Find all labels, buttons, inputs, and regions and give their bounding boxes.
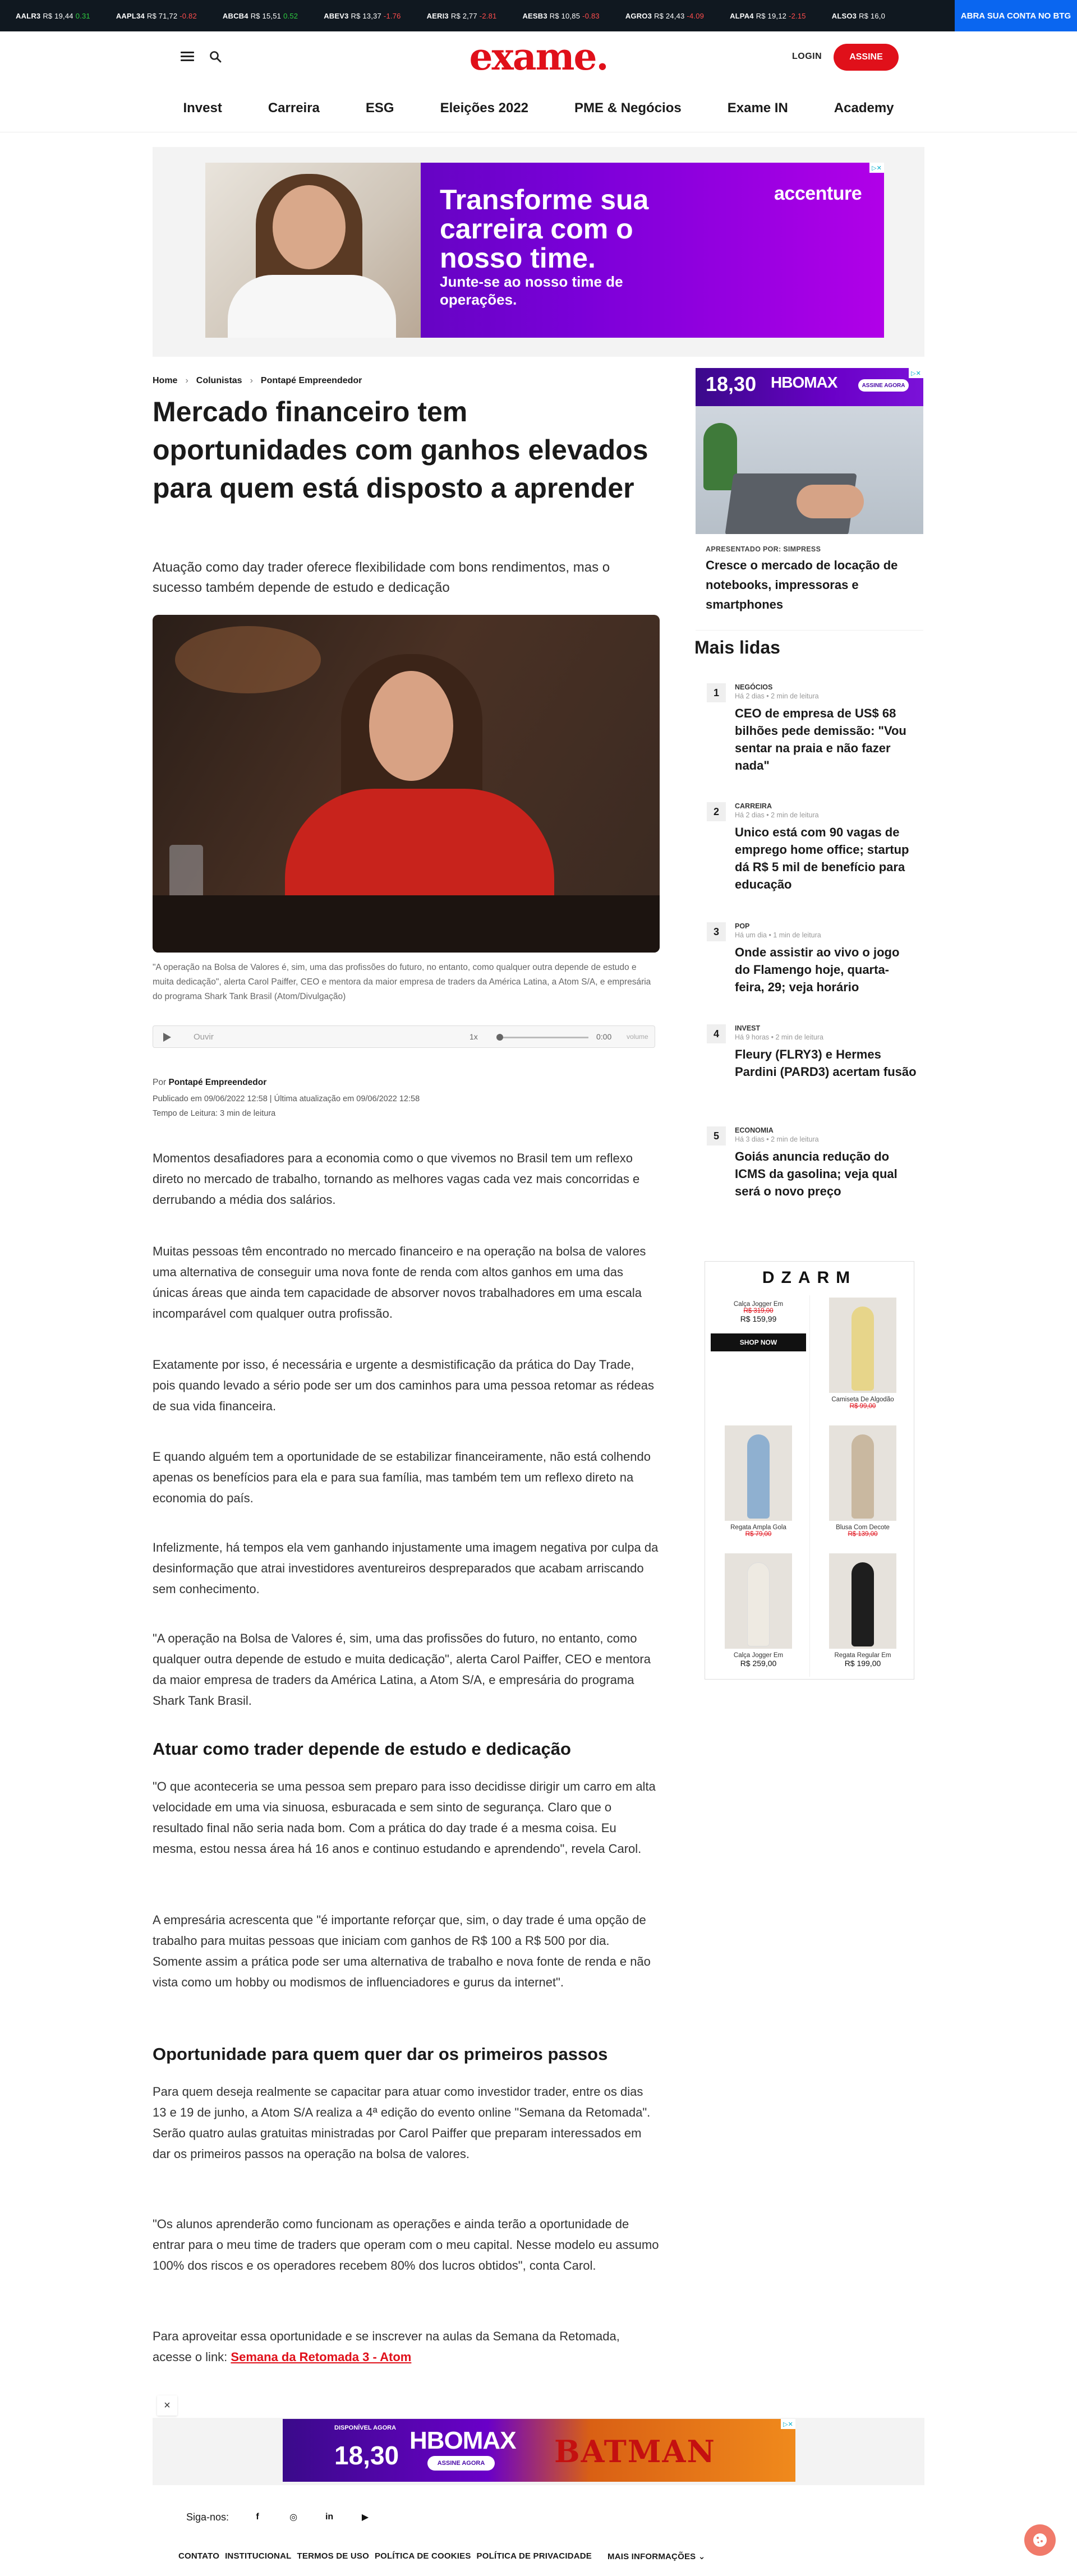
item-category: POP (735, 922, 750, 930)
audio-progress-bar[interactable] (499, 1037, 588, 1038)
paragraph-text: Para aproveitar essa oportunidade e se inscrever na aulas da Semana da Retomada, acesse o link: (153, 2329, 620, 2364)
ticker-value: R$ 19,12 (756, 11, 787, 20)
ad-cta[interactable]: ASSINE AGORA (427, 2456, 495, 2471)
item-title[interactable]: CEO de empresa de US$ 68 bilhões pede demissão: "Vou sentar na praia e não fazer nada" (735, 706, 906, 772)
publish-date: Publicado em 09/06/2022 12:58 | Última atualização em 09/06/2022 12:58 (153, 1094, 420, 1103)
item-category: ECONOMIA (735, 1126, 774, 1134)
rank-number: 5 (707, 1126, 726, 1146)
footer-link-institucional[interactable]: INSTITUCIONAL (225, 2551, 292, 2561)
ad-subline: Junte-se ao nosso time de operações. (440, 273, 623, 308)
item-title[interactable]: Fleury (FLRY3) e Hermes Pardini (PARD3) acertam fusão (735, 1047, 917, 1079)
paragraph: Muitas pessoas têm encontrado no mercado financeiro e na operação na bolsa de valores uma alternativa de conseguir uma nova fonte de renda com altos ganhos em uma das únicas áreas que ainda tem capacidade de absorver novos trabalhadores em uma escala incomparável com qualquer outra profissão. (153, 1244, 646, 1321)
chevron-right-icon: › (185, 376, 188, 385)
open-account-button[interactable]: ABRA SUA CONTA NO BTG (955, 0, 1077, 31)
cookie-settings-button[interactable] (1024, 2524, 1056, 2556)
paragraph (153, 2326, 660, 2367)
product-old-price: R$ 99,00 (849, 1403, 876, 1410)
ticker-value: R$ 15,51 (250, 11, 282, 20)
ticker-change: 0.31 (75, 11, 90, 20)
paragraph: "O que aconteceria se uma pessoa sem preparo para isso decidisse dirigir um carro em alta velocidade em uma via sinuosa, esburacada e sem sinto de segurança. Claro que o resultado final não seria nada bom. Com a prática do day trade é a mesma coisa. Eu mesma, estou nessa área há 16 anos e continuo estudando e aprendendo", revela Carol. (153, 1779, 656, 1856)
rank-number: 3 (707, 922, 726, 941)
nav-item-exame-in[interactable]: Exame IN (727, 100, 788, 116)
footer-link-cookies[interactable]: POLÍTICA DE COOKIES (374, 2551, 471, 2561)
article-title: Mercado financeiro tem oportunidades com ganhos elevados para quem está disposto a aprender (153, 396, 648, 504)
ticker-symbol: AAPL34 (116, 11, 145, 20)
ticker-value: R$ 2,77 (450, 11, 477, 20)
ad-cta[interactable]: ASSINE AGORA (858, 379, 909, 392)
ticker-item[interactable] (16, 12, 90, 20)
paragraph: Para quem deseja realmente se capacitar para atuar como investidor trader, entre os dias 13 e 19 de junho, a Atom S/A realiza a 4ª edição do evento online "Semana da Retomada". Serão quatro aulas gratuitas ministradas por Carol Paiffer que preparam interessados em dar os primeiros passos na operação na bolsa de valores. (153, 2085, 651, 2161)
product-price: R$ 259,00 (740, 1659, 777, 1668)
byline (153, 1076, 266, 1089)
ticker-symbol: AGRO3 (625, 11, 652, 20)
instagram-icon[interactable]: ◎ (289, 2513, 298, 2522)
ticker-item[interactable] (427, 12, 497, 20)
product-card[interactable] (815, 1553, 910, 1668)
ticker-value: R$ 71,72 (146, 11, 178, 20)
adchoices-icon[interactable]: ▷✕ (869, 163, 884, 173)
audio-time: 0:00 (596, 1032, 612, 1041)
nav-item-academy[interactable]: Academy (834, 100, 894, 116)
sponsored-title[interactable]: Cresce o mercado de locação de notebooks, impressoras e smartphones (706, 558, 898, 611)
nav-item-esg[interactable]: ESG (365, 100, 394, 116)
youtube-icon[interactable]: ▶ (361, 2513, 369, 2522)
breadcrumb-home[interactable]: Home (153, 376, 178, 385)
breadcrumb-colunistas[interactable]: Colunistas (196, 376, 242, 385)
item-category: INVEST (735, 1024, 761, 1032)
chevron-right-icon: › (250, 376, 253, 385)
ticker-track (0, 0, 1077, 31)
article-subtitle: Atuação como day trader oferece flexibilidade com bons rendimentos, mas o sucesso também depende de estudo e dedicação (153, 560, 610, 595)
ticker-change: -2.81 (479, 11, 497, 20)
ad-photo (205, 163, 421, 338)
audio-progress-handle[interactable] (496, 1034, 503, 1041)
linkedin-icon[interactable]: in (325, 2512, 334, 2522)
bottom-banner-ad[interactable] (283, 2419, 795, 2482)
product-name: Calça Jogger Em (733, 1652, 784, 1659)
ad-brand: HBOMAX (409, 2427, 516, 2454)
ad-movie-title: BATMAN (554, 2434, 716, 2469)
site-header (0, 31, 1077, 84)
paragraph: "Os alunos aprenderão como funcionam as operações e ainda terão a oportunidade de entrar para o meu time de traders que operam com o meu capital. Nesse modelo eu assumo 100% dos riscos e os operadores recebem 80% dos lucros obtidos", conta Carol. (153, 2217, 659, 2273)
breadcrumb-column[interactable]: Pontapé Empreendedor (260, 376, 362, 385)
ticker-symbol: AALR3 (16, 11, 41, 20)
login-link[interactable]: LOGIN (792, 52, 822, 61)
author-link[interactable]: Pontapé Empreendedor (168, 1078, 267, 1087)
paragraph: Infelizmente, há tempos ela vem ganhando injustamente uma imagem negativa por culpa da desinformação que atrai investidores aventureiros despreparados que acabam arriscando sem conhecimento. (153, 1540, 659, 1596)
product-card[interactable] (815, 1425, 910, 1538)
ticker-value: R$ 16,0 (859, 11, 886, 20)
volume-control[interactable]: volume (627, 1033, 648, 1041)
sponsored-label: APRESENTADO POR: SIMPRESS (706, 545, 821, 553)
ticker-symbol: AESB3 (522, 11, 547, 20)
product-old-price: R$ 79,00 (745, 1531, 772, 1538)
nav-item-carreira[interactable]: Carreira (268, 100, 320, 116)
item-time: Há um dia • 1 min de leitura (735, 931, 821, 939)
item-title[interactable]: Unico está com 90 vagas de emprego home office; startup dá R$ 5 mil de benefício para educação (735, 825, 909, 891)
article-meta (153, 1092, 420, 1121)
rank-number: 4 (707, 1024, 726, 1043)
cookie-icon (1032, 2532, 1048, 2549)
play-icon[interactable] (159, 1031, 174, 1044)
audio-label: Ouvir (194, 1032, 214, 1042)
section-heading: Atuar como trader depende de estudo e dedicação (153, 1739, 571, 1759)
byline-prefix: Por (153, 1078, 167, 1087)
item-category: CARREIRA (735, 802, 772, 810)
paragraph: Exatamente por isso, é necessária e urgente a desmistificação da prática do Day Trade, pois quando levado a sério pode ser um dos caminhos para uma pessoa retomar as rédeas de sua vida financeira. (153, 1358, 654, 1413)
ticker-value: R$ 24,43 (654, 11, 685, 20)
paragraph: "A operação na Bolsa de Valores é, sim, uma das profissões do futuro, no entanto, como qualquer outra depende de estudo e muita dedicação", alerta Carol Paiffer, CEO e mentora da maior empresa de traders da América Latina, a Atom S/A, e empresária do programa Shark Tank Brasil. (153, 1631, 651, 1708)
dzarm-logo: DZARM (762, 1268, 857, 1287)
dzarm-ad[interactable] (705, 1261, 914, 1680)
sidebar-ad[interactable] (696, 368, 923, 406)
paragraph: Momentos desafiadores para a economia como o que vivemos no Brasil tem um reflexo direto no mercado de trabalho, tornando as melhores vagas cada vez mais concorridas e derrubando a média dos salários. (153, 1151, 640, 1207)
nav-item-pme[interactable]: PME & Negócios (574, 100, 682, 116)
stock-ticker (0, 0, 1077, 31)
facebook-icon[interactable]: f (256, 2512, 259, 2522)
sponsored-image[interactable] (696, 406, 923, 534)
ad-price: 18,30 (334, 2441, 399, 2470)
audio-player (153, 1025, 655, 1048)
ticker-symbol: ALPA4 (730, 11, 754, 20)
ticker-change: 0.52 (283, 11, 298, 20)
playback-speed[interactable]: 1x (470, 1032, 478, 1041)
ticker-value: R$ 19,44 (43, 11, 73, 20)
item-title[interactable]: Onde assistir ao vivo o jogo do Flamengo hoje, quarta-feira, 29; veja horário (735, 945, 900, 994)
footer-link-privacidade[interactable]: POLÍTICA DE PRIVACIDADE (476, 2551, 592, 2561)
event-link[interactable]: Semana da Retomada 3 - Atom (231, 2350, 412, 2364)
ticker-change: -0.82 (180, 11, 197, 20)
follow-label: Siga-nos: (186, 2511, 229, 2523)
ticker-value: R$ 13,37 (351, 11, 381, 20)
item-title[interactable]: Goiás anuncia redução do ICMS da gasolina; veja qual será o novo preço (735, 1149, 898, 1198)
item-time: Há 3 dias • 2 min de leitura (735, 1135, 819, 1143)
rank-number: 2 (707, 802, 726, 821)
ad-headline: Transforme sua carreira com o nosso time. (440, 184, 649, 274)
subscribe-button[interactable]: ASSINE (834, 44, 899, 71)
product-card[interactable] (815, 1298, 910, 1410)
breadcrumb (153, 376, 362, 386)
item-category: NEGÓCIOS (735, 683, 773, 691)
site-logo[interactable]: exame. (469, 35, 608, 79)
item-time: Há 9 horas • 2 min de leitura (735, 1033, 823, 1041)
product-price: R$ 199,00 (844, 1659, 881, 1668)
product-old-price: R$ 319,00 (743, 1308, 774, 1314)
footer-more-dropdown[interactable]: MAIS INFORMAÇÕES ⌄ (607, 2552, 706, 2561)
item-time: Há 2 dias • 2 min de leitura (735, 811, 819, 819)
product-card[interactable] (711, 1425, 806, 1538)
ad-price: 18,30 (706, 372, 757, 395)
ticker-symbol: ALSO3 (831, 11, 857, 20)
section-heading: Oportunidade para quem quer dar os primeiros passos (153, 2044, 608, 2064)
shop-now-button[interactable]: SHOP NOW (711, 1333, 806, 1351)
product-name: Regata Regular Em (834, 1652, 891, 1659)
product-old-price: R$ 139,00 (848, 1531, 878, 1538)
social-follow (186, 2506, 376, 2528)
ad-brand: accenture (774, 183, 862, 204)
item-time: Há 2 dias • 2 min de leitura (735, 692, 819, 700)
most-read-heading: Mais lidas (694, 637, 780, 657)
main-nav (0, 84, 1077, 132)
product-name: Regata Ampla Gola (730, 1524, 786, 1531)
paragraph: A empresária acrescenta que "é importante reforçar que, sim, o day trade é uma opção de trabalho para muitas pessoas que iniciam com ganhos de R$ 100 a R$ 500 por dia. Somente assim a prática pode ser uma alternativa de trabalho e nova fonte de renda e não vista como um hobby ou modismos de influenciadores e gurus da internet". (153, 1913, 651, 1989)
ticker-symbol: AERI3 (426, 11, 449, 20)
image-caption: "A operação na Bolsa de Valores é, sim, uma das profissões do futuro, no entanto, como qualquer outra depende de estudo e muita dedicação", alerta Carol Paiffer, CEO e mentora da maior empresa de traders da América Latina, a Atom S/A, e empresária do programa Shark Tank Brasil (Atom/Divulgação) (153, 963, 651, 1001)
ticker-item[interactable] (625, 12, 704, 20)
ticker-symbol: ABEV3 (324, 11, 349, 20)
ad-availability: DISPONÍVEL AGORA (334, 2425, 397, 2431)
product-card[interactable] (711, 1298, 806, 1323)
ticker-item[interactable] (522, 12, 599, 20)
adchoices-icon[interactable]: ▷✕ (909, 368, 923, 378)
product-name: Camiseta De Algodão (831, 1396, 894, 1403)
close-ad-button[interactable]: × (157, 2395, 177, 2416)
footer-link-contato[interactable]: CONTATO (178, 2551, 220, 2561)
article-hero-image (153, 615, 660, 953)
ticker-item[interactable] (324, 12, 401, 20)
top-banner-ad[interactable] (205, 163, 884, 338)
ticker-change: -2.15 (789, 11, 806, 20)
product-card[interactable] (711, 1553, 806, 1668)
adchoices-icon[interactable]: ▷✕ (781, 2419, 795, 2429)
ticker-symbol: ABCB4 (222, 11, 248, 20)
ad-brand: HBOMAX (771, 374, 837, 391)
reading-time: Tempo de Leitura: 3 min de leitura (153, 1109, 276, 1118)
ticker-change: -0.83 (582, 11, 600, 20)
footer-link-termos[interactable]: TERMOS DE USO (297, 2551, 369, 2561)
ticker-change: -1.76 (383, 11, 401, 20)
nav-item-invest[interactable]: Invest (183, 100, 222, 116)
ticker-item[interactable] (730, 12, 806, 20)
product-name: Calça Jogger Em (733, 1301, 784, 1308)
nav-item-eleicoes[interactable]: Eleições 2022 (440, 100, 529, 116)
ticker-value: R$ 10,85 (549, 11, 581, 20)
ticker-item[interactable] (116, 12, 197, 20)
footer-links (178, 2551, 706, 2561)
ticker-item[interactable] (832, 12, 887, 20)
ticker-change: -4.09 (687, 11, 705, 20)
product-name: Blusa Com Decote (836, 1524, 890, 1531)
product-price: R$ 159,99 (740, 1314, 777, 1323)
ticker-item[interactable] (223, 12, 298, 20)
rank-number: 1 (707, 683, 726, 702)
paragraph: E quando alguém tem a oportunidade de se estabilizar financeiramente, não está colhendo apenas os benefícios para ela e para sua família, mas também tem um reflexo direto na economia do país. (153, 1450, 651, 1505)
